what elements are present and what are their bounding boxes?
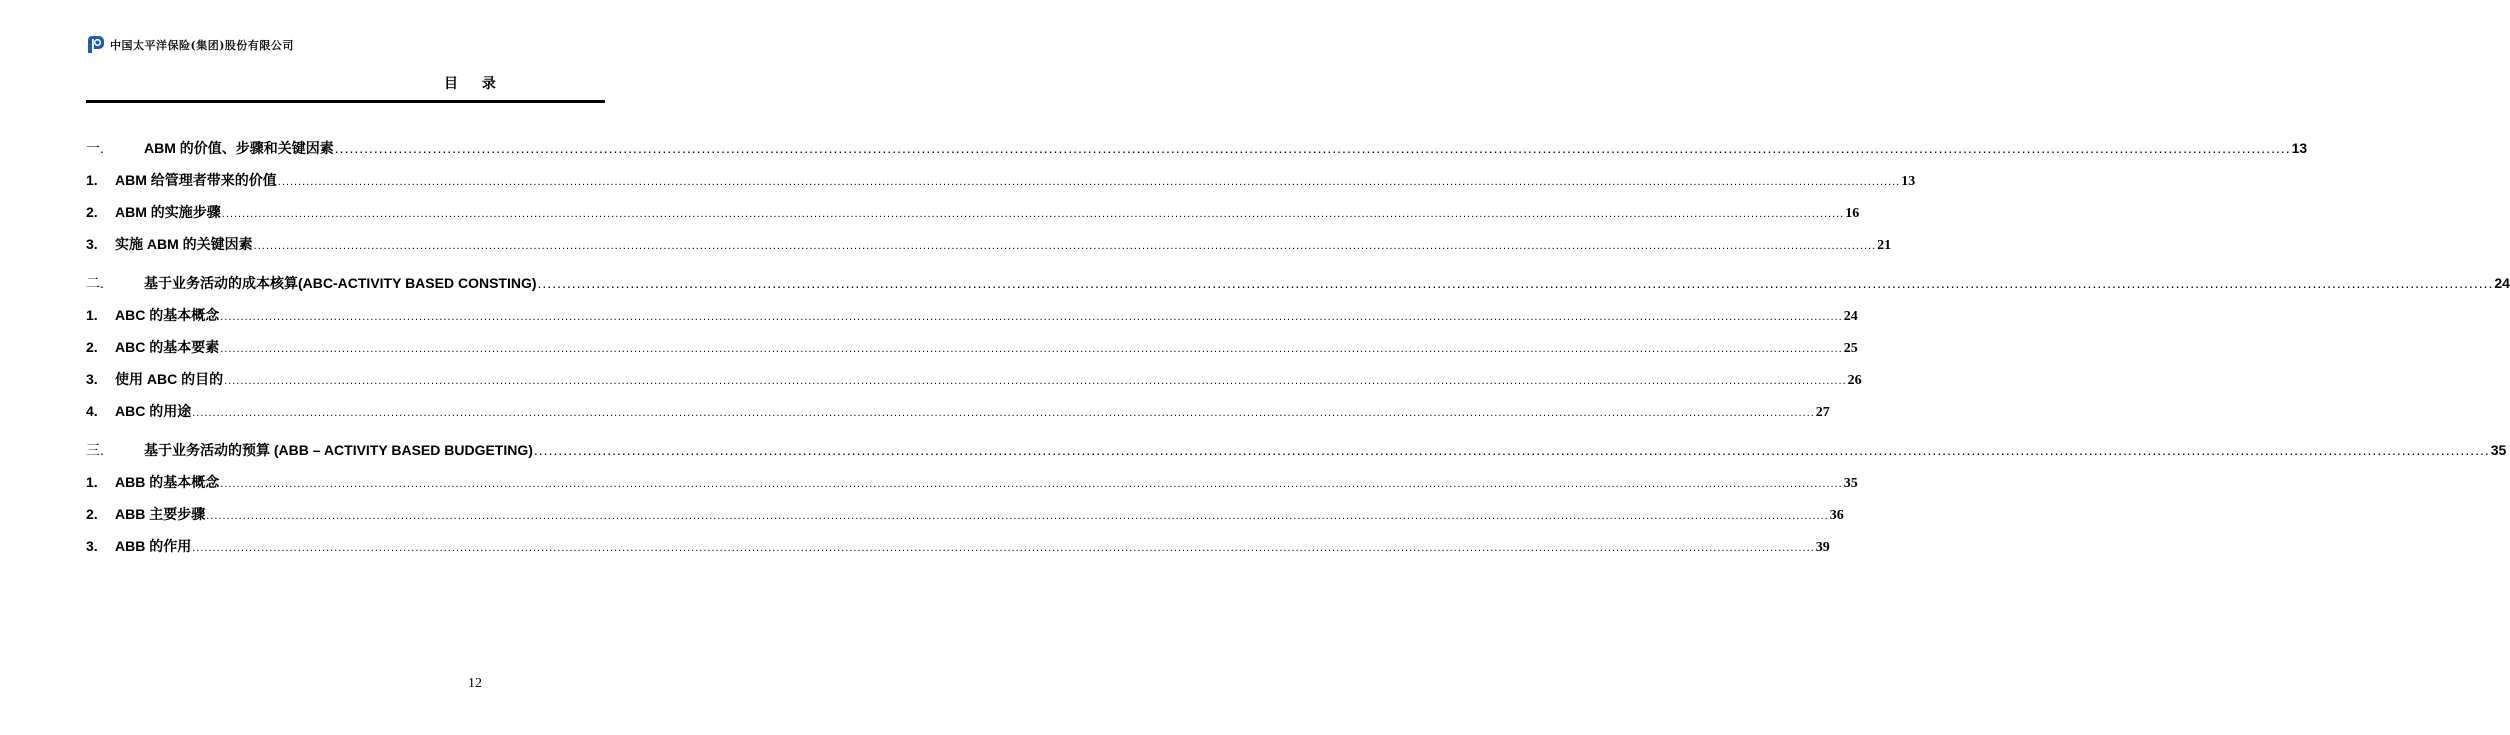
toc-entry-number: 2. — [86, 204, 98, 220]
toc-section-2[interactable] — [86, 274, 2510, 292]
toc-entry-label: ABC 的用途 — [115, 403, 192, 419]
toc-item[interactable] — [86, 473, 1858, 493]
toc-entry-number: 1. — [86, 172, 98, 188]
toc-dot-leader: ................................................................................................................................................................................................................................................................................................................................................................................................................ — [206, 510, 1829, 522]
toc-title: 目 录 — [444, 75, 506, 91]
toc-entry-label: ABM 的实施步骤 — [115, 204, 221, 220]
toc-item[interactable] — [86, 402, 1830, 422]
toc-entry-page: 24 — [2494, 275, 2510, 291]
toc-entry-label: 基于业务活动的成本核算(ABC-ACTIVITY BASED CONSTING) — [144, 275, 537, 291]
toc-entry-page: 25 — [1843, 341, 1858, 356]
toc-entry-label: ABC 的基本概念 — [115, 307, 220, 323]
toc-dot-leader: ................................................................................................................................................................................................................................................................................................................................................................................................................ — [224, 375, 1847, 387]
toc-entry-page: 26 — [1847, 373, 1862, 388]
toc-entry-page: 36 — [1829, 508, 1844, 523]
toc-item[interactable] — [86, 505, 1844, 525]
toc-item[interactable] — [86, 370, 1862, 390]
toc-section-3[interactable] — [86, 441, 2507, 459]
company-name: 中国太平洋保险(集团)股份有限公司 — [110, 38, 294, 52]
title-rule — [86, 100, 605, 103]
toc-entry-page: 13 — [1901, 174, 1916, 189]
toc-entry-number: 三. — [86, 442, 104, 458]
toc-entry-label: 基于业务活动的预算 (ABB – ACTIVITY BASED BUDGETING) — [144, 442, 533, 458]
toc-dot-leader: ................................................................................................................................................................................................................................................................................................................................................................................................................ — [192, 407, 1815, 419]
toc-entry-page: 39 — [1815, 540, 1830, 555]
toc-entry-page: 35 — [2490, 442, 2507, 458]
toc-entry-page: 24 — [1843, 309, 1858, 324]
toc-dot-leader: ................................................................................................................................................................................................................................................................................................................................................................................................................ — [221, 208, 1845, 220]
toc-entry-number: 2. — [86, 506, 98, 522]
toc-section-1[interactable] — [86, 139, 2308, 157]
toc-entry-number: 一. — [86, 140, 104, 156]
toc-entry-page: 27 — [1815, 405, 1830, 420]
cpic-logo-icon — [87, 36, 104, 53]
toc-dot-leader: ................................................................................................................................................................................................................................................................................................................................................................................................................ — [537, 275, 2494, 291]
toc-entry-label: ABB 的作用 — [115, 538, 192, 554]
toc-item[interactable] — [86, 306, 1858, 326]
toc-entry-label: ABM 的价值、步骤和关键因素 — [144, 140, 334, 156]
toc-entry-page: 16 — [1845, 206, 1860, 221]
toc-dot-leader: ................................................................................................................................................................................................................................................................................................................................................................................................................ — [253, 240, 1877, 252]
toc-entry-label: 使用 ABC 的目的 — [115, 371, 224, 387]
toc-entry-label: ABM 给管理者带来的价值 — [115, 172, 277, 188]
toc-dot-leader: ................................................................................................................................................................................................................................................................................................................................................................................................................ — [277, 176, 1901, 188]
toc-entry-number: 1. — [86, 474, 98, 490]
toc-entry-label: 实施 ABM 的关键因素 — [115, 236, 253, 252]
toc-entry-number: 3. — [86, 538, 98, 554]
toc-item[interactable] — [86, 203, 1860, 223]
toc-entry-label: ABB 主要步骤 — [115, 506, 206, 522]
toc-entry-number: 3. — [86, 371, 98, 387]
toc-entry-number: 3. — [86, 236, 98, 252]
toc-entry-label: ABC 的基本要素 — [115, 339, 220, 355]
toc-item[interactable] — [86, 537, 1830, 557]
toc-dot-leader: ................................................................................................................................................................................................................................................................................................................................................................................................................ — [533, 442, 2490, 458]
toc-item[interactable] — [86, 338, 1858, 358]
toc-entry-page: 35 — [1843, 476, 1858, 491]
toc-entry-number: 二. — [86, 275, 104, 291]
toc-item[interactable] — [86, 171, 1916, 191]
toc-entry-page: 13 — [2291, 140, 2308, 156]
toc-entry-number: 2. — [86, 339, 98, 355]
toc-item[interactable] — [86, 235, 1892, 255]
toc-entry-number: 1. — [86, 307, 98, 323]
toc-dot-leader: ................................................................................................................................................................................................................................................................................................................................................................................................................ — [220, 478, 1843, 490]
toc-dot-leader: ................................................................................................................................................................................................................................................................................................................................................................................................................ — [192, 542, 1815, 554]
company-header — [87, 36, 294, 53]
toc-entry-page: 21 — [1877, 238, 1892, 253]
toc-dot-leader: ................................................................................................................................................................................................................................................................................................................................................................................................................ — [220, 311, 1843, 323]
toc-entry-number: 4. — [86, 403, 98, 419]
toc-dot-leader: ................................................................................................................................................................................................................................................................................................................................................................................................................ — [220, 343, 1843, 355]
toc-dot-leader: ................................................................................................................................................................................................................................................................................................................................................................................................................ — [334, 140, 2291, 156]
page-number: 12 — [468, 676, 482, 691]
toc-entry-label: ABB 的基本概念 — [115, 474, 220, 490]
